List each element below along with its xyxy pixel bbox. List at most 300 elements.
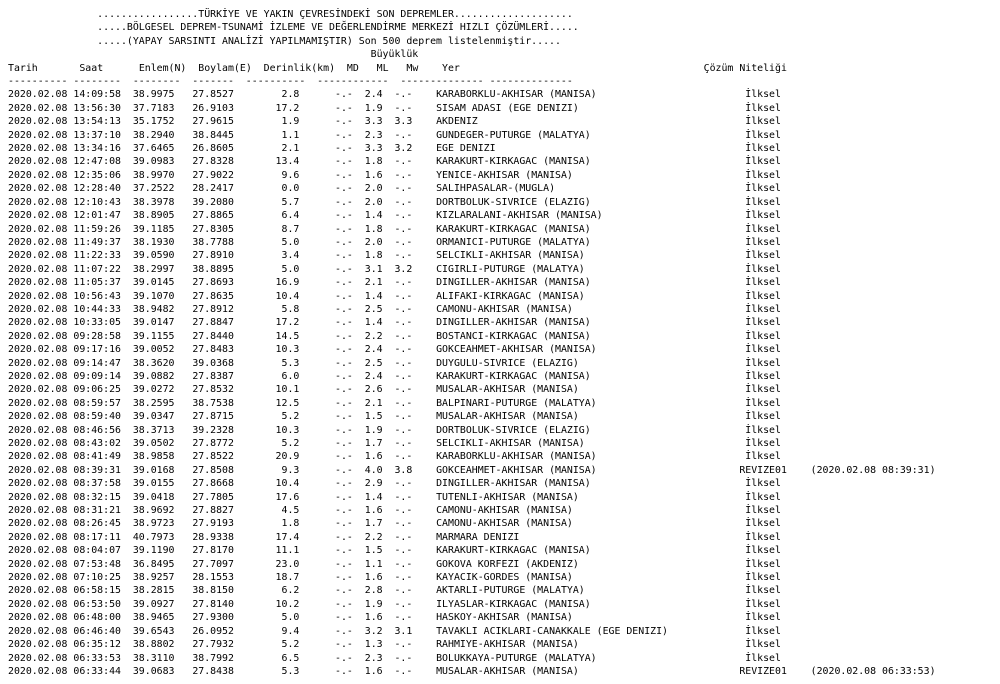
event-date: 2020.02.08 <box>8 451 74 463</box>
event-time: 09:14:47 <box>73 357 133 369</box>
event-quality: İlksel <box>739 303 781 315</box>
event-place: DORTBOLUK-SIVRICE (ELAZIG) <box>436 196 740 208</box>
event-place: KARABORKLU-AKHISAR (MANISA) <box>436 89 740 101</box>
note-line: .....(YAPAY SARSINTI ANALİZİ YAPILMAMIŞTIR) Son 500 deprem listelenmiştir..... <box>8 35 561 47</box>
event-ml: 2.0 <box>364 183 395 195</box>
event-ml: 3.3 <box>364 143 395 155</box>
event-lat: 35.1752 <box>132 116 193 128</box>
event-mw: 3.2 <box>394 263 437 275</box>
event-place: KAYACIK-GORDES (MANISA) <box>436 572 740 584</box>
event-row <box>8 424 1000 437</box>
event-md: -.- <box>335 491 365 503</box>
event-ml: 1.4 <box>364 210 395 222</box>
event-row <box>8 142 1000 155</box>
event-lon: 38.8445 <box>192 129 246 141</box>
event-quality: İlksel <box>739 236 781 248</box>
column-header-row <box>8 62 1000 75</box>
event-lat: 39.0147 <box>132 317 193 329</box>
event-lon: 38.8895 <box>192 263 246 275</box>
event-ml: 1.4 <box>364 317 395 329</box>
event-date: 2020.02.08 <box>8 156 74 168</box>
event-lon: 27.8827 <box>192 505 246 517</box>
event-row <box>8 129 1000 142</box>
event-depth: 17.2 <box>245 102 336 114</box>
event-quality: İlksel <box>739 585 781 597</box>
event-row <box>8 290 1000 303</box>
event-time: 08:32:15 <box>73 491 133 503</box>
event-lon: 27.8305 <box>192 223 246 235</box>
separator-line: ---------- -------- -------- ------- ---------- ------------ -------------- -------------- <box>8 76 573 88</box>
event-date: 2020.02.08 <box>8 129 74 141</box>
event-row <box>8 102 1000 115</box>
event-time: 10:56:43 <box>73 290 133 302</box>
event-lat: 39.0590 <box>132 250 193 262</box>
event-ml: 1.8 <box>364 156 395 168</box>
event-lat: 38.3110 <box>132 652 193 664</box>
event-time: 11:05:37 <box>73 277 133 289</box>
event-row <box>8 504 1000 517</box>
event-date: 2020.02.08 <box>8 330 74 342</box>
event-time: 06:53:50 <box>73 598 133 610</box>
event-md: -.- <box>335 370 365 382</box>
event-lon: 27.8387 <box>192 370 246 382</box>
event-row <box>8 303 1000 316</box>
event-ml: 1.3 <box>364 639 395 651</box>
event-md: -.- <box>335 169 365 181</box>
event-lon: 27.8522 <box>192 451 246 463</box>
event-time: 10:33:05 <box>73 317 133 329</box>
event-lon: 26.8605 <box>192 143 246 155</box>
event-quality: İlksel <box>739 411 781 423</box>
event-row <box>8 665 1000 678</box>
event-lat: 38.2997 <box>132 263 193 275</box>
event-ml: 2.0 <box>364 236 395 248</box>
event-md: -.- <box>335 330 365 342</box>
event-depth: 5.7 <box>245 196 336 208</box>
event-ml: 2.2 <box>364 330 395 342</box>
event-lon: 27.8635 <box>192 290 246 302</box>
event-lat: 38.3620 <box>132 357 193 369</box>
event-row <box>8 558 1000 571</box>
event-lon: 26.0952 <box>192 625 246 637</box>
event-row <box>8 611 1000 624</box>
event-mw: -.- <box>394 572 437 584</box>
event-lon: 39.0368 <box>192 357 246 369</box>
event-mw: -.- <box>394 411 437 423</box>
event-md: -.- <box>335 250 365 262</box>
event-ml: 1.9 <box>364 102 395 114</box>
event-date: 2020.02.08 <box>8 598 74 610</box>
event-mw: -.- <box>394 478 437 490</box>
event-lat: 38.9970 <box>132 169 193 181</box>
col-date-header: Tarih <box>8 62 38 74</box>
event-time: 07:53:48 <box>73 558 133 570</box>
event-lat: 39.0418 <box>132 491 193 503</box>
event-md: -.- <box>335 612 365 624</box>
event-time: 09:17:16 <box>73 344 133 356</box>
event-md: -.- <box>335 263 365 275</box>
event-date: 2020.02.08 <box>8 531 74 543</box>
event-quality: İlksel <box>739 438 781 449</box>
event-ml: 1.6 <box>364 505 395 517</box>
event-time: 06:33:53 <box>73 652 133 664</box>
event-depth: 5.3 <box>245 665 336 677</box>
event-lat: 39.0155 <box>132 478 193 490</box>
event-ml: 2.4 <box>364 89 395 101</box>
event-ml: 1.6 <box>364 665 395 677</box>
event-row <box>8 182 1000 195</box>
event-time: 08:43:02 <box>73 438 133 449</box>
event-mw: -.- <box>394 183 437 195</box>
event-md: -.- <box>335 303 365 315</box>
event-mw: -.- <box>394 250 437 262</box>
event-place: ALIFAKI-KIRKAGAC (MANISA) <box>436 290 740 302</box>
event-row <box>8 397 1000 410</box>
event-lat: 37.6465 <box>132 143 193 155</box>
event-mw: -.- <box>394 424 437 436</box>
event-time: 11:59:26 <box>73 223 133 235</box>
event-ml: 1.7 <box>364 518 395 530</box>
event-lon: 38.7538 <box>192 397 246 409</box>
event-place: KARABORKLU-AKHISAR (MANISA) <box>436 451 740 463</box>
event-quality: İlksel <box>739 370 781 382</box>
event-mw: -.- <box>394 223 437 235</box>
event-quality: İlksel <box>739 156 781 168</box>
event-place: CAMONU-AKHISAR (MANISA) <box>436 303 740 315</box>
event-time: 12:35:06 <box>73 169 133 181</box>
event-row <box>8 249 1000 262</box>
event-depth: 5.3 <box>245 357 336 369</box>
event-depth: 4.5 <box>245 505 336 517</box>
event-ml: 3.3 <box>364 116 395 128</box>
event-mw: -.- <box>394 652 437 664</box>
event-place: DUYGULU-SIVRICE (ELAZIG) <box>436 357 740 369</box>
event-place: EGE DENIZI <box>436 143 740 155</box>
event-ml: 2.1 <box>364 397 395 409</box>
event-depth: 2.8 <box>245 89 336 101</box>
event-date: 2020.02.08 <box>8 183 74 195</box>
event-time: 09:09:14 <box>73 370 133 382</box>
event-ml: 1.9 <box>364 598 395 610</box>
event-depth: 10.2 <box>245 598 336 610</box>
event-mw: -.- <box>394 156 437 168</box>
event-place: GOKOVA KORFEZI (AKDENIZ) <box>436 558 740 570</box>
event-quality: İlksel <box>739 89 781 101</box>
event-time: 09:06:25 <box>73 384 133 396</box>
event-lon: 27.8847 <box>192 317 246 329</box>
event-row <box>8 571 1000 584</box>
event-time: 06:58:15 <box>73 585 133 597</box>
event-quality: İlksel <box>739 330 781 342</box>
event-md: -.- <box>335 277 365 289</box>
event-md: -.- <box>335 531 365 543</box>
event-place: MUSALAR-AKHISAR (MANISA) <box>436 411 740 423</box>
event-lon: 38.8150 <box>192 585 246 597</box>
event-date: 2020.02.08 <box>8 102 74 114</box>
event-lat: 38.2815 <box>132 585 193 597</box>
event-time: 07:10:25 <box>73 572 133 584</box>
event-mw: 3.1 <box>394 625 437 637</box>
event-depth: 8.7 <box>245 223 336 235</box>
event-mw: -.- <box>394 612 437 624</box>
event-time: 08:26:45 <box>73 518 133 530</box>
event-md: -.- <box>335 464 365 476</box>
event-row <box>8 370 1000 383</box>
event-row <box>8 477 1000 490</box>
event-lat: 38.2940 <box>132 129 193 141</box>
event-time: 13:54:13 <box>73 116 133 128</box>
event-row <box>8 343 1000 356</box>
event-md: -.- <box>335 572 365 584</box>
event-place: CIGIRLI-PUTURGE (MALATYA) <box>436 263 740 275</box>
event-mw: -.- <box>394 397 437 409</box>
event-ml: 1.6 <box>364 572 395 584</box>
event-date: 2020.02.08 <box>8 223 74 235</box>
event-md: -.- <box>335 317 365 329</box>
event-quality: İlksel <box>739 169 781 181</box>
magnitude-group-label: Büyüklük <box>8 49 419 61</box>
event-lon: 27.9022 <box>192 169 246 181</box>
event-quality: İlksel <box>739 210 781 222</box>
event-depth: 13.4 <box>245 156 336 168</box>
event-ml: 2.4 <box>364 344 395 356</box>
event-mw: -.- <box>394 210 437 222</box>
event-lat: 38.9723 <box>132 518 193 530</box>
event-lat: 38.3978 <box>132 196 193 208</box>
event-time: 13:34:16 <box>73 143 133 155</box>
event-row <box>8 155 1000 168</box>
event-ml: 1.1 <box>364 558 395 570</box>
event-date: 2020.02.08 <box>8 585 74 597</box>
event-row <box>8 276 1000 289</box>
event-md: -.- <box>335 236 365 248</box>
event-date: 2020.02.08 <box>8 572 74 584</box>
event-date: 2020.02.08 <box>8 169 74 181</box>
event-depth: 1.8 <box>245 518 336 530</box>
event-ml: 2.5 <box>364 357 395 369</box>
event-lon: 28.2417 <box>192 183 246 195</box>
event-ml: 2.4 <box>364 370 395 382</box>
event-date: 2020.02.08 <box>8 505 74 517</box>
event-lon: 27.8170 <box>192 545 246 557</box>
event-md: -.- <box>335 411 365 423</box>
event-place: TUTENLI-AKHISAR (MANISA) <box>436 491 740 503</box>
event-lat: 38.8802 <box>132 639 193 651</box>
event-depth: 5.2 <box>245 411 336 423</box>
event-date: 2020.02.08 <box>8 639 74 651</box>
event-date: 2020.02.08 <box>8 290 74 302</box>
event-time: 12:10:43 <box>73 196 133 208</box>
event-time: 11:49:37 <box>73 236 133 248</box>
event-lat: 38.9975 <box>132 89 193 101</box>
event-lat: 37.2522 <box>132 183 193 195</box>
event-place: KARAKURT-KIRKAGAC (MANISA) <box>436 223 740 235</box>
event-md: -.- <box>335 424 365 436</box>
event-mw: -.- <box>394 518 437 530</box>
event-lat: 39.0502 <box>132 438 193 449</box>
event-mw: -.- <box>394 317 437 329</box>
event-mw: -.- <box>394 585 437 597</box>
event-row <box>8 357 1000 370</box>
event-lon: 28.1553 <box>192 572 246 584</box>
event-time: 12:28:40 <box>73 183 133 195</box>
event-ml: 1.6 <box>364 612 395 624</box>
event-mw: -.- <box>394 169 437 181</box>
event-md: -.- <box>335 558 365 570</box>
event-row <box>8 584 1000 597</box>
event-ml: 4.0 <box>364 464 395 476</box>
event-lon: 27.8140 <box>192 598 246 610</box>
event-row <box>8 330 1000 343</box>
event-depth: 1.9 <box>245 116 336 128</box>
event-quality: İlksel <box>739 263 781 275</box>
event-md: -.- <box>335 89 365 101</box>
event-time: 12:47:08 <box>73 156 133 168</box>
event-quality: İlksel <box>739 424 781 436</box>
event-md: -.- <box>335 290 365 302</box>
event-date: 2020.02.08 <box>8 518 74 530</box>
event-quality: İlksel <box>739 196 781 208</box>
event-lon: 28.9338 <box>192 531 246 543</box>
event-mw: -.- <box>394 451 437 463</box>
event-lon: 27.8527 <box>192 89 246 101</box>
event-quality: İlksel <box>739 290 781 302</box>
event-time: 08:17:11 <box>73 531 133 543</box>
event-md: -.- <box>335 183 365 195</box>
event-mw: -.- <box>394 196 437 208</box>
event-row <box>8 437 1000 450</box>
event-revision-time: (2020.02.08 06:33:53) <box>810 665 936 677</box>
event-quality: İlksel <box>739 129 781 141</box>
event-lon: 27.8865 <box>192 210 246 222</box>
event-place: DINGILLER-AKHISAR (MANISA) <box>436 277 740 289</box>
event-time: 08:59:57 <box>73 397 133 409</box>
event-date: 2020.02.08 <box>8 464 74 476</box>
event-lat: 36.8495 <box>132 558 193 570</box>
event-depth: 1.1 <box>245 129 336 141</box>
event-ml: 2.1 <box>364 277 395 289</box>
event-lon: 27.8668 <box>192 478 246 490</box>
event-mw: -.- <box>394 665 437 677</box>
event-time: 08:31:21 <box>73 505 133 517</box>
event-mw: -.- <box>394 357 437 369</box>
col-md-header: MD <box>346 62 359 74</box>
event-md: -.- <box>335 196 365 208</box>
event-lat: 37.7183 <box>132 102 193 114</box>
event-date: 2020.02.08 <box>8 545 74 557</box>
event-time: 11:22:33 <box>73 250 133 262</box>
event-md: -.- <box>335 652 365 664</box>
event-quality: İlksel <box>739 625 781 637</box>
event-date: 2020.02.08 <box>8 210 74 222</box>
event-date: 2020.02.08 <box>8 625 74 637</box>
event-depth: 20.9 <box>245 451 336 463</box>
event-mw: -.- <box>394 438 437 449</box>
event-date: 2020.02.08 <box>8 344 74 356</box>
event-lon: 27.8532 <box>192 384 246 396</box>
event-lat: 38.9482 <box>132 303 193 315</box>
event-quality: İlksel <box>739 531 781 543</box>
event-depth: 9.3 <box>245 464 336 476</box>
event-depth: 11.1 <box>245 545 336 557</box>
event-row <box>8 223 1000 236</box>
event-place: CAMONU-AKHISAR (MANISA) <box>436 518 740 530</box>
event-row <box>8 517 1000 530</box>
event-place: DORTBOLUK-SIVRICE (ELAZIG) <box>436 424 740 436</box>
event-ml: 1.4 <box>364 290 395 302</box>
event-depth: 5.0 <box>245 612 336 624</box>
event-quality: İlksel <box>739 639 781 651</box>
event-time: 08:59:40 <box>73 411 133 423</box>
event-quality: İlksel <box>739 505 781 517</box>
event-revision-time: (2020.02.08 08:39:31) <box>810 464 936 476</box>
event-row <box>8 383 1000 396</box>
event-depth: 17.4 <box>245 531 336 543</box>
event-place: BALPINARI-PUTURGE (MALATYA) <box>436 397 740 409</box>
event-date: 2020.02.08 <box>8 612 74 624</box>
col-place-header: Yer <box>442 62 460 74</box>
event-lon: 27.8715 <box>192 411 246 423</box>
event-time: 09:28:58 <box>73 330 133 342</box>
event-ml: 1.8 <box>364 223 395 235</box>
event-time: 06:48:00 <box>73 612 133 624</box>
event-md: -.- <box>335 116 365 128</box>
event-ml: 2.3 <box>364 129 395 141</box>
event-date: 2020.02.08 <box>8 558 74 570</box>
event-quality: İlksel <box>739 143 781 155</box>
event-row <box>8 464 1000 477</box>
event-mw: 3.8 <box>394 464 437 476</box>
event-md: -.- <box>335 598 365 610</box>
event-lat: 38.1930 <box>132 236 193 248</box>
event-quality: İlksel <box>739 250 781 262</box>
event-depth: 2.1 <box>245 143 336 155</box>
event-place: AKDENIZ <box>436 116 740 128</box>
event-lon: 27.8693 <box>192 277 246 289</box>
event-date: 2020.02.08 <box>8 143 74 155</box>
event-row <box>8 88 1000 101</box>
event-ml: 2.0 <box>364 196 395 208</box>
event-quality: İlksel <box>739 558 781 570</box>
event-mw: -.- <box>394 370 437 382</box>
event-md: -.- <box>335 438 365 449</box>
event-place: CAMONU-AKHISAR (MANISA) <box>436 505 740 517</box>
event-lon: 27.8438 <box>192 665 246 677</box>
event-place: MARMARA DENIZI <box>436 531 740 543</box>
col-depth-header: Derinlik(km) <box>263 62 336 74</box>
event-date: 2020.02.08 <box>8 196 74 208</box>
event-row <box>8 209 1000 222</box>
col-mw-header: Mw <box>406 62 419 74</box>
event-ml: 2.5 <box>364 303 395 315</box>
event-md: -.- <box>335 518 365 530</box>
event-lon: 39.2080 <box>192 196 246 208</box>
event-mw: -.- <box>394 598 437 610</box>
event-quality: İlksel <box>739 612 781 624</box>
event-depth: 10.4 <box>245 478 336 490</box>
event-lat: 39.0272 <box>132 384 193 396</box>
event-lat: 39.1185 <box>132 223 193 235</box>
event-md: -.- <box>335 625 365 637</box>
event-depth: 23.0 <box>245 558 336 570</box>
event-date: 2020.02.08 <box>8 317 74 329</box>
event-lon: 27.8910 <box>192 250 246 262</box>
event-place: YENICE-AKHISAR (MANISA) <box>436 169 740 181</box>
event-place: KIZLARALANI-AKHISAR (MANISA) <box>436 210 740 222</box>
event-date: 2020.02.08 <box>8 263 74 275</box>
event-row <box>8 544 1000 557</box>
event-md: -.- <box>335 451 365 463</box>
